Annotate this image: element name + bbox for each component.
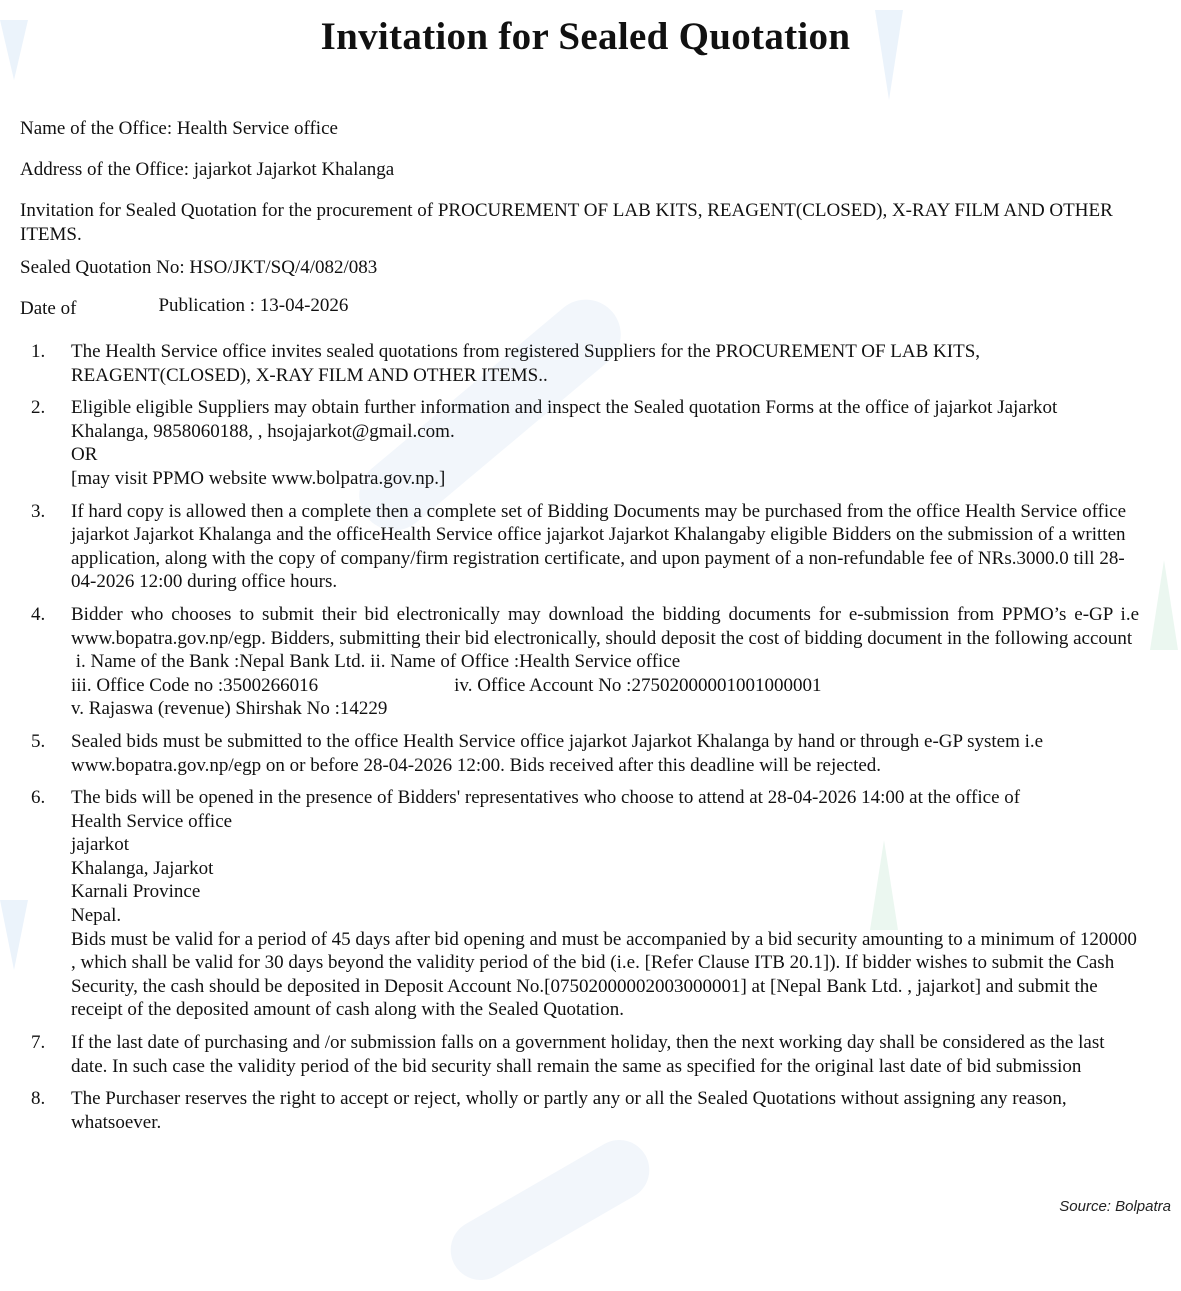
clause-text: The bids will be opened in the presence of Bidders' representatives who choose to attend at 28-04-2026 14:00 at the office of xyxy=(71,787,1021,809)
clause-number: 4. xyxy=(31,603,46,625)
clause-item xyxy=(0,1087,1181,1134)
publication-date xyxy=(20,297,1150,321)
address-line: Health Service office xyxy=(71,810,233,832)
clause-item xyxy=(0,340,1181,387)
clause-text: The Health Service office invites sealed quotations from registered Suppliers for the PROCUREMENT OF LAB KITS, REAGENT(CLOSED), X-RAY FILM AND OTHER ITEMS.. xyxy=(71,341,981,386)
date-label: Date of xyxy=(20,298,77,319)
address-line: jajarkot xyxy=(71,834,130,856)
clause-number: 5. xyxy=(31,730,46,752)
office-code: iii. Office Code no :3500266016 xyxy=(71,674,319,696)
clause-item xyxy=(0,500,1181,594)
address-line: Nepal. xyxy=(71,905,122,927)
clause-item xyxy=(0,396,1181,490)
clause-item xyxy=(0,730,1181,777)
clause-number: 8. xyxy=(31,1088,46,1110)
clause-list xyxy=(0,340,1181,1143)
account-details xyxy=(71,674,1139,698)
clause-text: If the last date of purchasing and /or submission falls on a government holiday, then the next working day shall be considered as the last date. In such case the validity period of the bid security shall remain the same as specified for the original last date of bid submission xyxy=(71,1032,1105,1077)
source-credit: Source: Bolpatra xyxy=(1059,1198,1171,1215)
invitation-statement: Invitation for Sealed Quotation for the procurement of PROCUREMENT OF LAB KITS, REAGENT(CLOSED), X-RAY FILM AND OTHER ITEMS. xyxy=(20,200,1113,245)
watermark-logo-icon xyxy=(440,1129,661,1291)
clause-item xyxy=(0,603,1181,721)
office-name: Name of the Office: Health Service office xyxy=(20,118,338,139)
page-title: Invitation for Sealed Quotation xyxy=(320,15,851,58)
clause-number: 7. xyxy=(31,1032,46,1054)
clause-item xyxy=(0,786,1181,1022)
bank-details: i. Name of the Bank :Nepal Bank Ltd. ii. Name of Office :Health Service office xyxy=(71,651,681,673)
rajaswa-number: v. Rajaswa (revenue) Shirshak No :14229 xyxy=(71,698,388,720)
clause-text: If hard copy is allowed then a complete then a complete set of Bidding Documents may be purchased from the office Health Service office jajarkot Jajarkot Khalanga and the officeHealth Service office jajarkot Jajarkot Khalangaby eligible Bidders on the submission of a written application, along with the copy of company/firm registration certificate, and upon payment of a non-refundable fee of NRs.3000.0 till 28-04-2026 12:00 during office hours. xyxy=(71,500,1127,593)
address-line: Karnali Province xyxy=(71,881,201,903)
clause-number: 1. xyxy=(31,341,46,362)
office-address: Address of the Office: jajarkot Jajarkot Khalanga xyxy=(20,159,395,180)
office-account: iv. Office Account No :27502000001001000001 xyxy=(454,674,822,696)
clause-text: Sealed bids must be submitted to the office Health Service office jajarkot Jajarkot Khalanga by hand or through e-GP system i.e www.bopatra.gov.np/egp on or before 28-04-2026 12:00. Bids received after this deadline will be rejected. xyxy=(71,730,1044,776)
date-value: Publication : 13-04-2026 xyxy=(158,295,349,316)
bid-validity-text: Bids must be valid for a period of 45 days after bid opening and must be accompanied by a bid security amounting to a minimum of 120000 , which shall be valid for 30 days beyond the validity period of the bid (i.e. [Refer Clause ITB 20.1]). If bidder wishes to submit the Cash Security, the cash should be deposited in Deposit Account No.[07502000002003000001] at [Nepal Bank Ltd. , jajarkot] and submit the receipt of the deposited amount of cash along with the Sealed Quotation. xyxy=(71,928,1137,1021)
clause-number: 2. xyxy=(31,397,46,419)
clause-text: Eligible eligible Suppliers may obtain further information and inspect the Sealed quotation Forms at the office of jajarkot Jajarkot Khalanga, 9858060188, , hsojajarkot@gmail.com. xyxy=(71,397,1058,442)
clause-item xyxy=(0,1031,1181,1078)
clause-number: 3. xyxy=(31,500,46,522)
clause-text: The Purchaser reserves the right to accept or reject, wholly or partly any or all the Sealed Quotations without assigning any reason, whatsoever. xyxy=(71,1088,1067,1133)
address-line: Khalanga, Jajarkot xyxy=(71,857,214,879)
clause-text: Bidder who chooses to submit their bid electronically may download the bidding documents for e-submission from PPMO’s e-GP i.e www.bopatra.gov.np/egp. Bidders, submitting their bid electronically, should deposit the cost of bidding document in the following account xyxy=(71,603,1139,649)
quotation-number: Sealed Quotation No: HSO/JKT/SQ/4/082/083 xyxy=(20,257,378,278)
ppmo-website-link[interactable]: [may visit PPMO website www.bolpatra.gov.np.] xyxy=(71,467,446,489)
or-text: OR xyxy=(71,444,98,466)
clause-number: 6. xyxy=(31,787,46,809)
